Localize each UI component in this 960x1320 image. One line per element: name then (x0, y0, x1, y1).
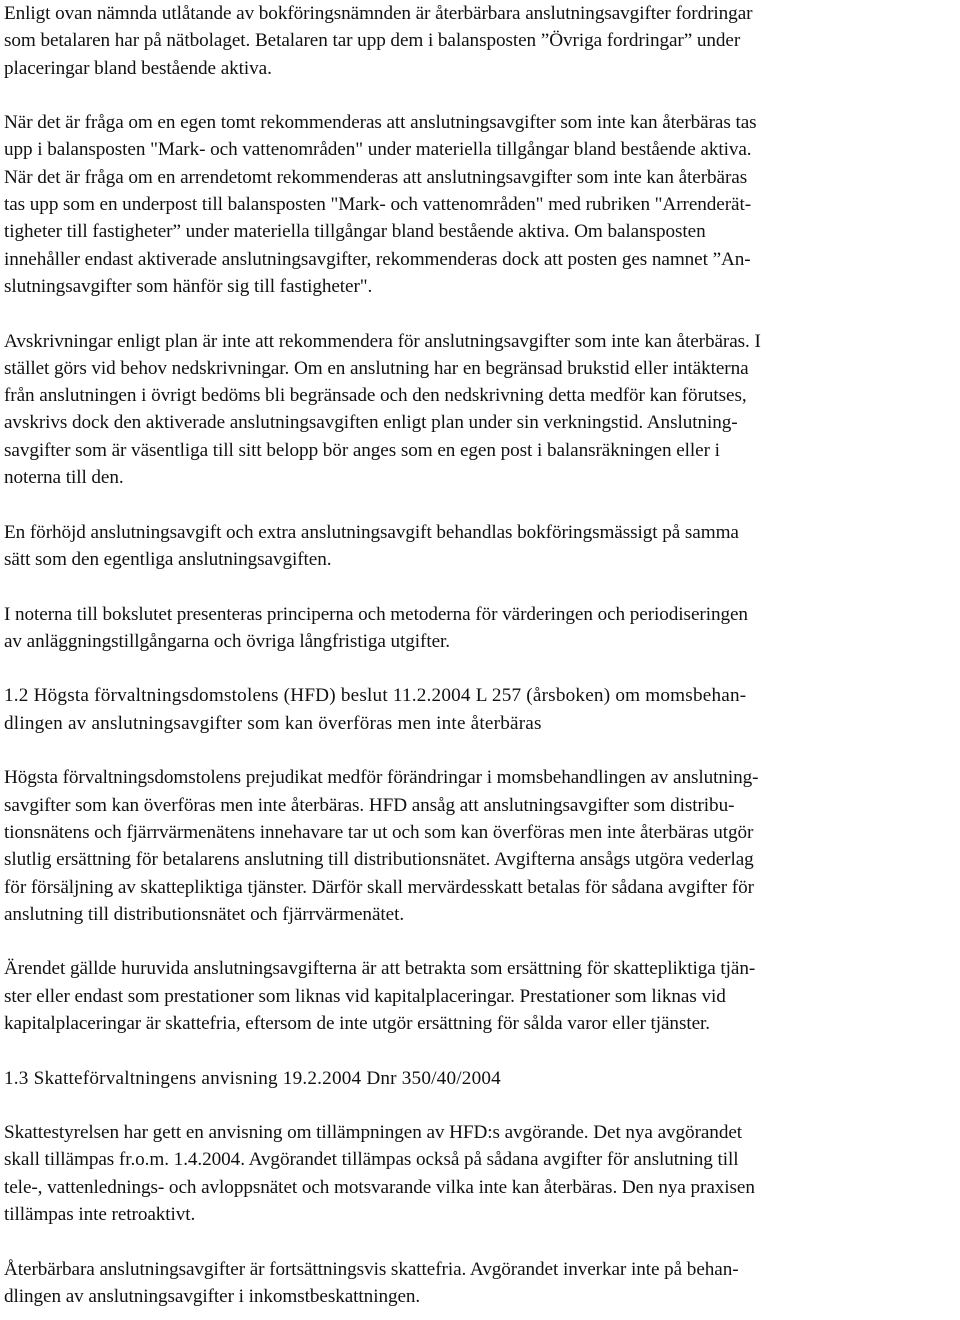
text-line: tele-, vattenlednings- och avloppsnätet och motsvarande vilka inte kan återbäras. Den nya praxisen (4, 1176, 755, 1198)
text-line: När det är fråga om en arrendetomt rekommenderas att anslutningsavgifter som inte kan återbäras (4, 166, 748, 188)
paragraph-hfd-prejudikat (4, 764, 956, 928)
section-heading-1-2 (4, 682, 956, 737)
text-line: som betalaren har på nätbolaget. Betalaren tar upp dem i balansposten ”Övriga fordringar” under (4, 30, 741, 52)
text-line: Enligt ovan nämnda utlåtande av bokföringsnämnden är återbärbara anslutningsavgifter fordringar (4, 3, 753, 24)
paragraph-aterbarbara (4, 1256, 956, 1311)
section-heading-1-3 (4, 1065, 956, 1092)
text-line: placeringar bland bestående aktiva. (4, 57, 272, 79)
text-line: dlingen av anslutningsavgifter i inkomstbeskattningen. (4, 1285, 421, 1307)
text-line: savgifter som kan överföras men inte återbäras. HFD ansåg att anslutningsavgifter som distribu- (4, 794, 735, 816)
text-line: slutlig ersättning för betalarens anslutning till distributionsnätet. Avgifterna ansågs utgöra vederlag (4, 849, 754, 871)
text-line: Skattestyrelsen har gett en anvisning om tillämpningen av HFD:s avgörande. Det nya avgörandet (4, 1122, 743, 1144)
text-line: Återbärbara anslutningsavgifter är fortsättningsvis skattefria. Avgörandet inverkar inte på behan- (4, 1258, 739, 1280)
heading-line: 1.2 Högsta förvaltningsdomstolens (HFD) beslut 11.2.2004 L 257 (årsboken) om momsbehan- (4, 685, 747, 707)
text-line: för försäljning av skattepliktiga tjänster. Därför skall mervärdesskatt betalas för sådana avgifter för (4, 876, 754, 898)
heading-line: dlingen av anslutningsavgifter som kan överföras men inte återbäras (4, 712, 542, 734)
text-line: I noterna till bokslutet presenteras principerna och metoderna för värderingen och periodiseringen (4, 603, 748, 625)
paragraph-avskrivningar (4, 328, 956, 492)
paragraph-forhojd-avgift (4, 519, 956, 574)
text-line: ster eller endast som prestationer som liknas vid kapitalplaceringar. Prestationer som liknas vid (4, 985, 726, 1007)
heading-line: 1.3 Skatteförvaltningens anvisning 19.2.2004 Dnr 350/40/2004 (4, 1067, 501, 1089)
text-line: En förhöjd anslutningsavgift och extra anslutningsavgift behandlas bokföringsmässigt på samma (4, 521, 739, 543)
text-line: stället görs vid behov nedskrivningar. Om en anslutning har en begränsad brukstid eller intäkterna (4, 357, 749, 379)
text-line: När det är fråga om en egen tomt rekommenderas att anslutningsavgifter som inte kan återbäras tas (4, 112, 757, 134)
text-line: avskrivs dock den aktiverade anslutningsavgiften enligt plan under sin verkningstid. Anslutning- (4, 412, 738, 434)
text-line: tillämpas inte retroaktivt. (4, 1204, 196, 1226)
text-line: slutningsavgifter som hänför sig till fastigheter". (4, 275, 373, 297)
paragraph-noterna (4, 601, 956, 656)
text-line: tionsnätens och fjärrvärmenätens innehavare tar ut och som kan överföras men inte återbäras utgör (4, 821, 754, 843)
document-page (4, 0, 956, 1310)
text-line: skall tillämpas fr.o.m. 1.4.2004. Avgörandet tillämpas också på sådana avgifter för anslutning till (4, 1149, 739, 1171)
text-line: upp i balansposten "Mark- och vattenområden" under materiella tillgångar bland bestående aktiva. (4, 139, 752, 161)
text-line: kapitalplaceringar är skattefria, eftersom de inte utgör ersättning för sålda varor eller tjänster. (4, 1012, 710, 1034)
text-line: anslutning till distributionsnätet och fjärrvärmenätet. (4, 903, 405, 925)
text-line: Högsta förvaltningsdomstolens prejudikat medför förändringar i momsbehandlingen av anslutning- (4, 767, 759, 789)
paragraph-arendet (4, 955, 956, 1037)
text-line: Ärendet gällde huruvida anslutningsavgifterna är att betrakta som ersättning för skattepliktiga tjän- (4, 958, 756, 980)
text-line: från anslutningen i övrigt bedöms bli begränsade och den nedskrivning detta medför kan förutses, (4, 385, 747, 407)
text-line: av anläggningstillgångarna och övriga långfristiga utgifter. (4, 630, 450, 652)
text-line: tas upp som en underpost till balansposten "Mark- och vattenområden" med rubriken "Arrenderät- (4, 194, 752, 216)
paragraph-skattestyrelsen (4, 1119, 956, 1228)
text-line: tigheter till fastigheter” under materiella tillgångar bland bestående aktiva. Om balansposten (4, 221, 706, 243)
text-line: sätt som den egentliga anslutningsavgiften. (4, 548, 332, 570)
paragraph-egen-tomt (4, 109, 956, 300)
text-line: savgifter som är väsentliga till sitt belopp bör anges som en egen post i balansräkningen eller i (4, 439, 720, 461)
text-line: innehåller endast aktiverade anslutningsavgifter, rekommenderas dock att posten ges namnet ”An- (4, 248, 751, 270)
paragraph-fordringar (4, 0, 956, 82)
text-line: noterna till den. (4, 467, 124, 489)
text-line: Avskrivningar enligt plan är inte att rekommendera för anslutningsavgifter som inte kan återbäras. I (4, 330, 761, 352)
